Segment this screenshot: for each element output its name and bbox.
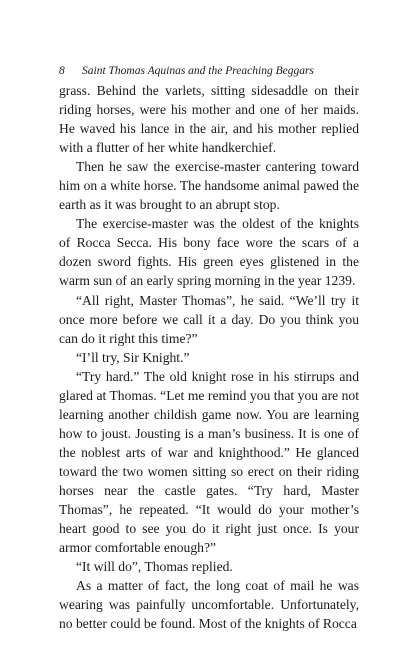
running-head — [59, 64, 359, 81]
running-title: Saint Thomas Aquinas and the Preaching Beggars — [82, 65, 314, 77]
book-page — [59, 64, 359, 634]
paragraph-4: “All right, Master Thomas”, he said. “We’ll try it once more before we call it a day. Do you think you can do it right this time?” — [59, 292, 359, 346]
body-text — [59, 81, 359, 633]
paragraph-8: As a matter of fact, the long coat of mail he was wearing was painfully uncomfortable. Unfortunately, no better could be found. Most of the knights of Rocca — [59, 578, 359, 632]
paragraph-5: “I’ll try, Sir Knight.” — [76, 349, 190, 365]
paragraph-1: grass. Behind the varlets, sitting sidesaddle on their riding horses, were his mother and one of her maids. He waved his lance in the air, and his mother replied with a flutter of her white handkerchief. — [59, 83, 359, 156]
paragraph-7: “It will do”, Thomas replied. — [76, 559, 233, 575]
paragraph-3: The exercise-master was the oldest of the knights of Rocca Secca. His bony face wore the scars of a dozen sword fights. His green eyes glistened in the warm sun of an early spring morning in the year 1239. — [59, 216, 359, 289]
page-number: 8 — [59, 65, 65, 77]
paragraph-2: Then he saw the exercise-master cantering toward him on a white horse. The handsome animal pawed the earth as it was brought to an abrupt stop. — [59, 159, 359, 213]
paragraph-6: “Try hard.” The old knight rose in his stirrups and glared at Thomas. “Let me remind you that you are not learning another childish game now. You are learning how to joust. Jousting is a man’s business. It is one of the noblest arts of war and knighthood.” He glanced toward the two women sitting so erect on their riding horses near the castle gates. “Try hard, Master Thomas”, he repeated. “It would do your mother’s heart good to see you do it right just once. Is your armor comfortable enough?” — [59, 368, 359, 556]
